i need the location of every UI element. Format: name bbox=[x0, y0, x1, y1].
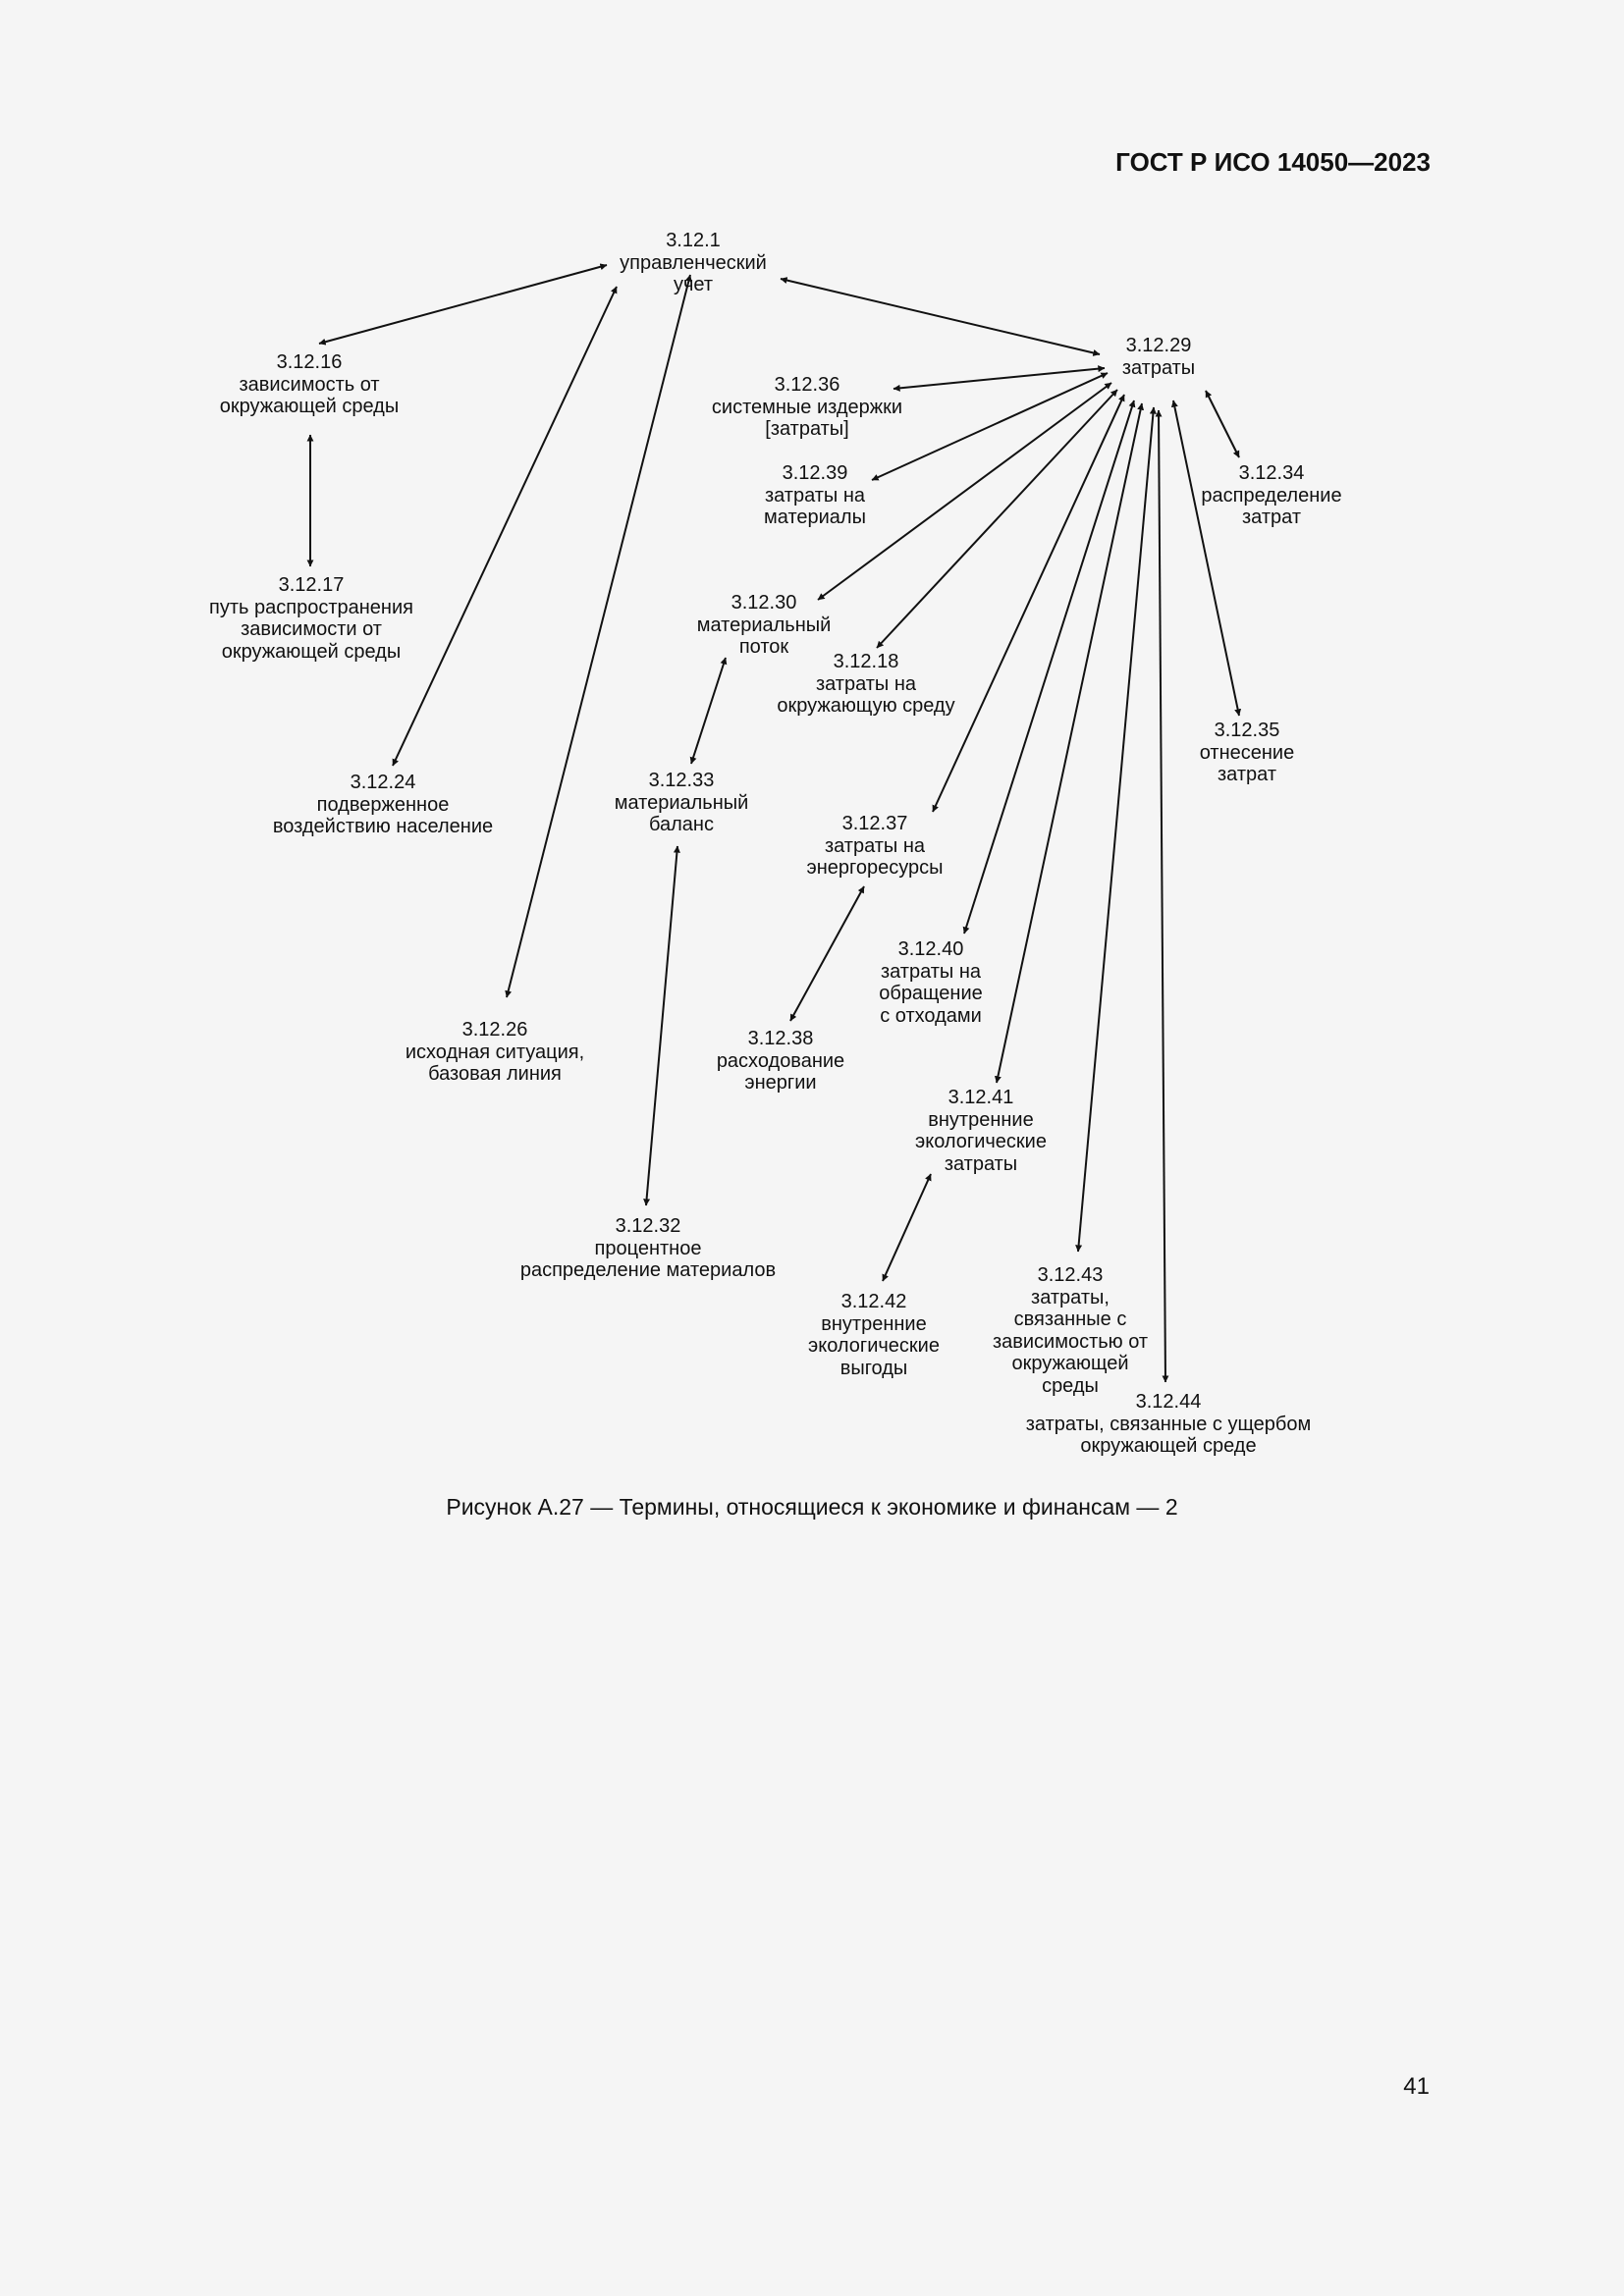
node-3-12-34 bbox=[1173, 462, 1370, 529]
edge-3-12-29-to-3-12-41 bbox=[997, 403, 1142, 1083]
node-label-line: внутренние bbox=[928, 1108, 1034, 1131]
node-label-line: затраты bbox=[1121, 356, 1196, 379]
document-header: ГОСТ Р ИСО 14050—2023 bbox=[1115, 147, 1431, 177]
edge-3-12-29-to-3-12-40 bbox=[964, 400, 1134, 934]
node-label-line: учет bbox=[673, 274, 714, 295]
node-3-12-42 bbox=[785, 1291, 962, 1379]
node-3-12-35 bbox=[1164, 720, 1330, 786]
node-3-12-1 bbox=[595, 230, 791, 296]
node-label-line: затрат bbox=[1242, 507, 1301, 528]
node-number: 3.12.26 bbox=[461, 1019, 528, 1041]
node-number: 3.12.43 bbox=[1037, 1264, 1104, 1286]
node-label-line: обращение bbox=[879, 983, 983, 1004]
node-number: 3.12.32 bbox=[615, 1215, 681, 1237]
edge-3-12-1-to-3-12-16 bbox=[319, 265, 607, 344]
node-number: 3.12.18 bbox=[833, 651, 899, 672]
node-label-line: связанные с bbox=[1013, 1308, 1127, 1330]
edge-3-12-1-to-3-12-29 bbox=[781, 279, 1100, 354]
node-label-line: выгоды bbox=[839, 1357, 908, 1379]
node-label-line: расходование bbox=[716, 1049, 845, 1072]
node-label-line: отнесение bbox=[1199, 741, 1295, 764]
node-label-line: подверженное bbox=[316, 793, 450, 816]
node-3-12-43 bbox=[972, 1264, 1168, 1397]
edge-3-12-33-to-3-12-32 bbox=[646, 846, 677, 1205]
node-number: 3.12.1 bbox=[666, 230, 721, 251]
node-label-line: внутренние bbox=[821, 1312, 927, 1335]
node-number: 3.12.16 bbox=[276, 351, 343, 373]
node-label-line: с отходами bbox=[880, 1004, 982, 1027]
node-label-line: системные издержки bbox=[711, 396, 903, 418]
node-label-line: распределение материалов bbox=[519, 1259, 777, 1281]
node-3-12-44 bbox=[1001, 1391, 1335, 1458]
node-number: 3.12.30 bbox=[731, 592, 797, 614]
edge-3-12-29-to-3-12-44 bbox=[1159, 410, 1165, 1382]
page-number: 41 bbox=[1403, 2073, 1430, 2100]
node-label-line: окружающую среду bbox=[777, 695, 955, 717]
node-label-line: материальный bbox=[696, 614, 832, 636]
node-number: 3.12.34 bbox=[1238, 462, 1305, 484]
node-number: 3.12.36 bbox=[774, 374, 840, 396]
node-3-12-36 bbox=[679, 374, 935, 441]
node-3-12-37 bbox=[777, 813, 973, 880]
node-label-line: окружающей bbox=[1011, 1353, 1129, 1374]
node-label-line: экологические bbox=[915, 1131, 1047, 1152]
node-3-12-40 bbox=[852, 938, 1009, 1027]
node-number: 3.12.37 bbox=[841, 813, 908, 834]
node-number: 3.12.29 bbox=[1125, 335, 1192, 356]
edge-3-12-1-to-3-12-26 bbox=[507, 275, 690, 997]
node-label-line: баланс bbox=[649, 814, 714, 835]
edge-3-12-29-to-3-12-37 bbox=[933, 395, 1124, 812]
node-label-line: окружающей среды bbox=[221, 640, 402, 663]
node-label-line: затраты bbox=[944, 1152, 1018, 1175]
node-label-line: затраты, связанные с ущербом bbox=[1025, 1413, 1312, 1435]
node-label-line: окружающей среды bbox=[219, 396, 400, 417]
node-label-line: процентное bbox=[594, 1237, 702, 1259]
node-3-12-39 bbox=[727, 462, 903, 529]
node-label-line: зависимости от bbox=[241, 618, 382, 640]
node-label-line: зависимость от bbox=[239, 373, 380, 396]
node-label-line: затраты на bbox=[815, 672, 917, 695]
node-label-line: [затраты] bbox=[765, 418, 849, 440]
node-label-line: распределение bbox=[1201, 484, 1342, 507]
node-3-12-18 bbox=[748, 651, 984, 718]
edge-3-12-41-to-3-12-42 bbox=[883, 1174, 931, 1281]
node-3-12-33 bbox=[593, 770, 770, 836]
node-label-line: материалы bbox=[764, 507, 866, 528]
node-label-line: затраты на bbox=[824, 834, 926, 857]
node-label-line: воздействию население bbox=[272, 816, 494, 837]
node-number: 3.12.39 bbox=[782, 462, 848, 484]
node-3-12-29 bbox=[1060, 335, 1257, 379]
node-label-line: управленческий bbox=[620, 251, 767, 274]
node-label-line: зависимостью от bbox=[992, 1330, 1149, 1353]
node-3-12-24 bbox=[236, 772, 530, 838]
node-3-12-41 bbox=[883, 1087, 1079, 1175]
node-3-12-30 bbox=[676, 592, 852, 659]
node-number: 3.12.33 bbox=[648, 770, 715, 791]
node-label-line: материальный bbox=[614, 791, 749, 814]
node-number: 3.12.40 bbox=[897, 938, 964, 960]
node-number: 3.12.24 bbox=[350, 772, 416, 793]
node-number: 3.12.42 bbox=[840, 1291, 907, 1312]
node-label-line: энергии bbox=[744, 1072, 817, 1094]
node-label-line: окружающей среде bbox=[1080, 1435, 1257, 1457]
node-3-12-17 bbox=[184, 574, 439, 663]
edge-3-12-30-to-3-12-33 bbox=[691, 658, 726, 764]
node-label-line: затраты на bbox=[764, 484, 866, 507]
node-label-line: затрат bbox=[1218, 764, 1276, 785]
node-number: 3.12.44 bbox=[1135, 1391, 1202, 1413]
node-label-line: энергоресурсы bbox=[806, 857, 944, 879]
figure-caption: Рисунок А.27 — Термины, относящиеся к экономике и финансам — 2 bbox=[446, 1494, 1178, 1520]
node-3-12-16 bbox=[191, 351, 427, 418]
edge-3-12-29-to-3-12-43 bbox=[1078, 407, 1154, 1252]
edge-3-12-29-to-3-12-35 bbox=[1173, 400, 1239, 716]
node-number: 3.12.17 bbox=[278, 574, 345, 596]
node-number: 3.12.38 bbox=[747, 1028, 814, 1049]
node-label-line: базовая линия bbox=[428, 1063, 562, 1085]
node-label-line: экологические bbox=[808, 1335, 940, 1357]
edge-3-12-29-to-3-12-34 bbox=[1206, 391, 1239, 457]
node-label-line: исходная ситуация, bbox=[405, 1041, 585, 1063]
node-label-line: поток bbox=[738, 636, 789, 658]
node-number: 3.12.41 bbox=[947, 1087, 1014, 1108]
node-3-12-38 bbox=[692, 1028, 869, 1095]
node-3-12-26 bbox=[357, 1019, 632, 1086]
node-3-12-32 bbox=[491, 1215, 805, 1282]
node-label-line: затраты на bbox=[880, 960, 982, 983]
node-label-line: затраты, bbox=[1031, 1286, 1110, 1308]
node-number: 3.12.35 bbox=[1214, 720, 1280, 741]
node-label-line: среды bbox=[1042, 1374, 1099, 1397]
node-label-line: путь распространения bbox=[209, 596, 413, 618]
